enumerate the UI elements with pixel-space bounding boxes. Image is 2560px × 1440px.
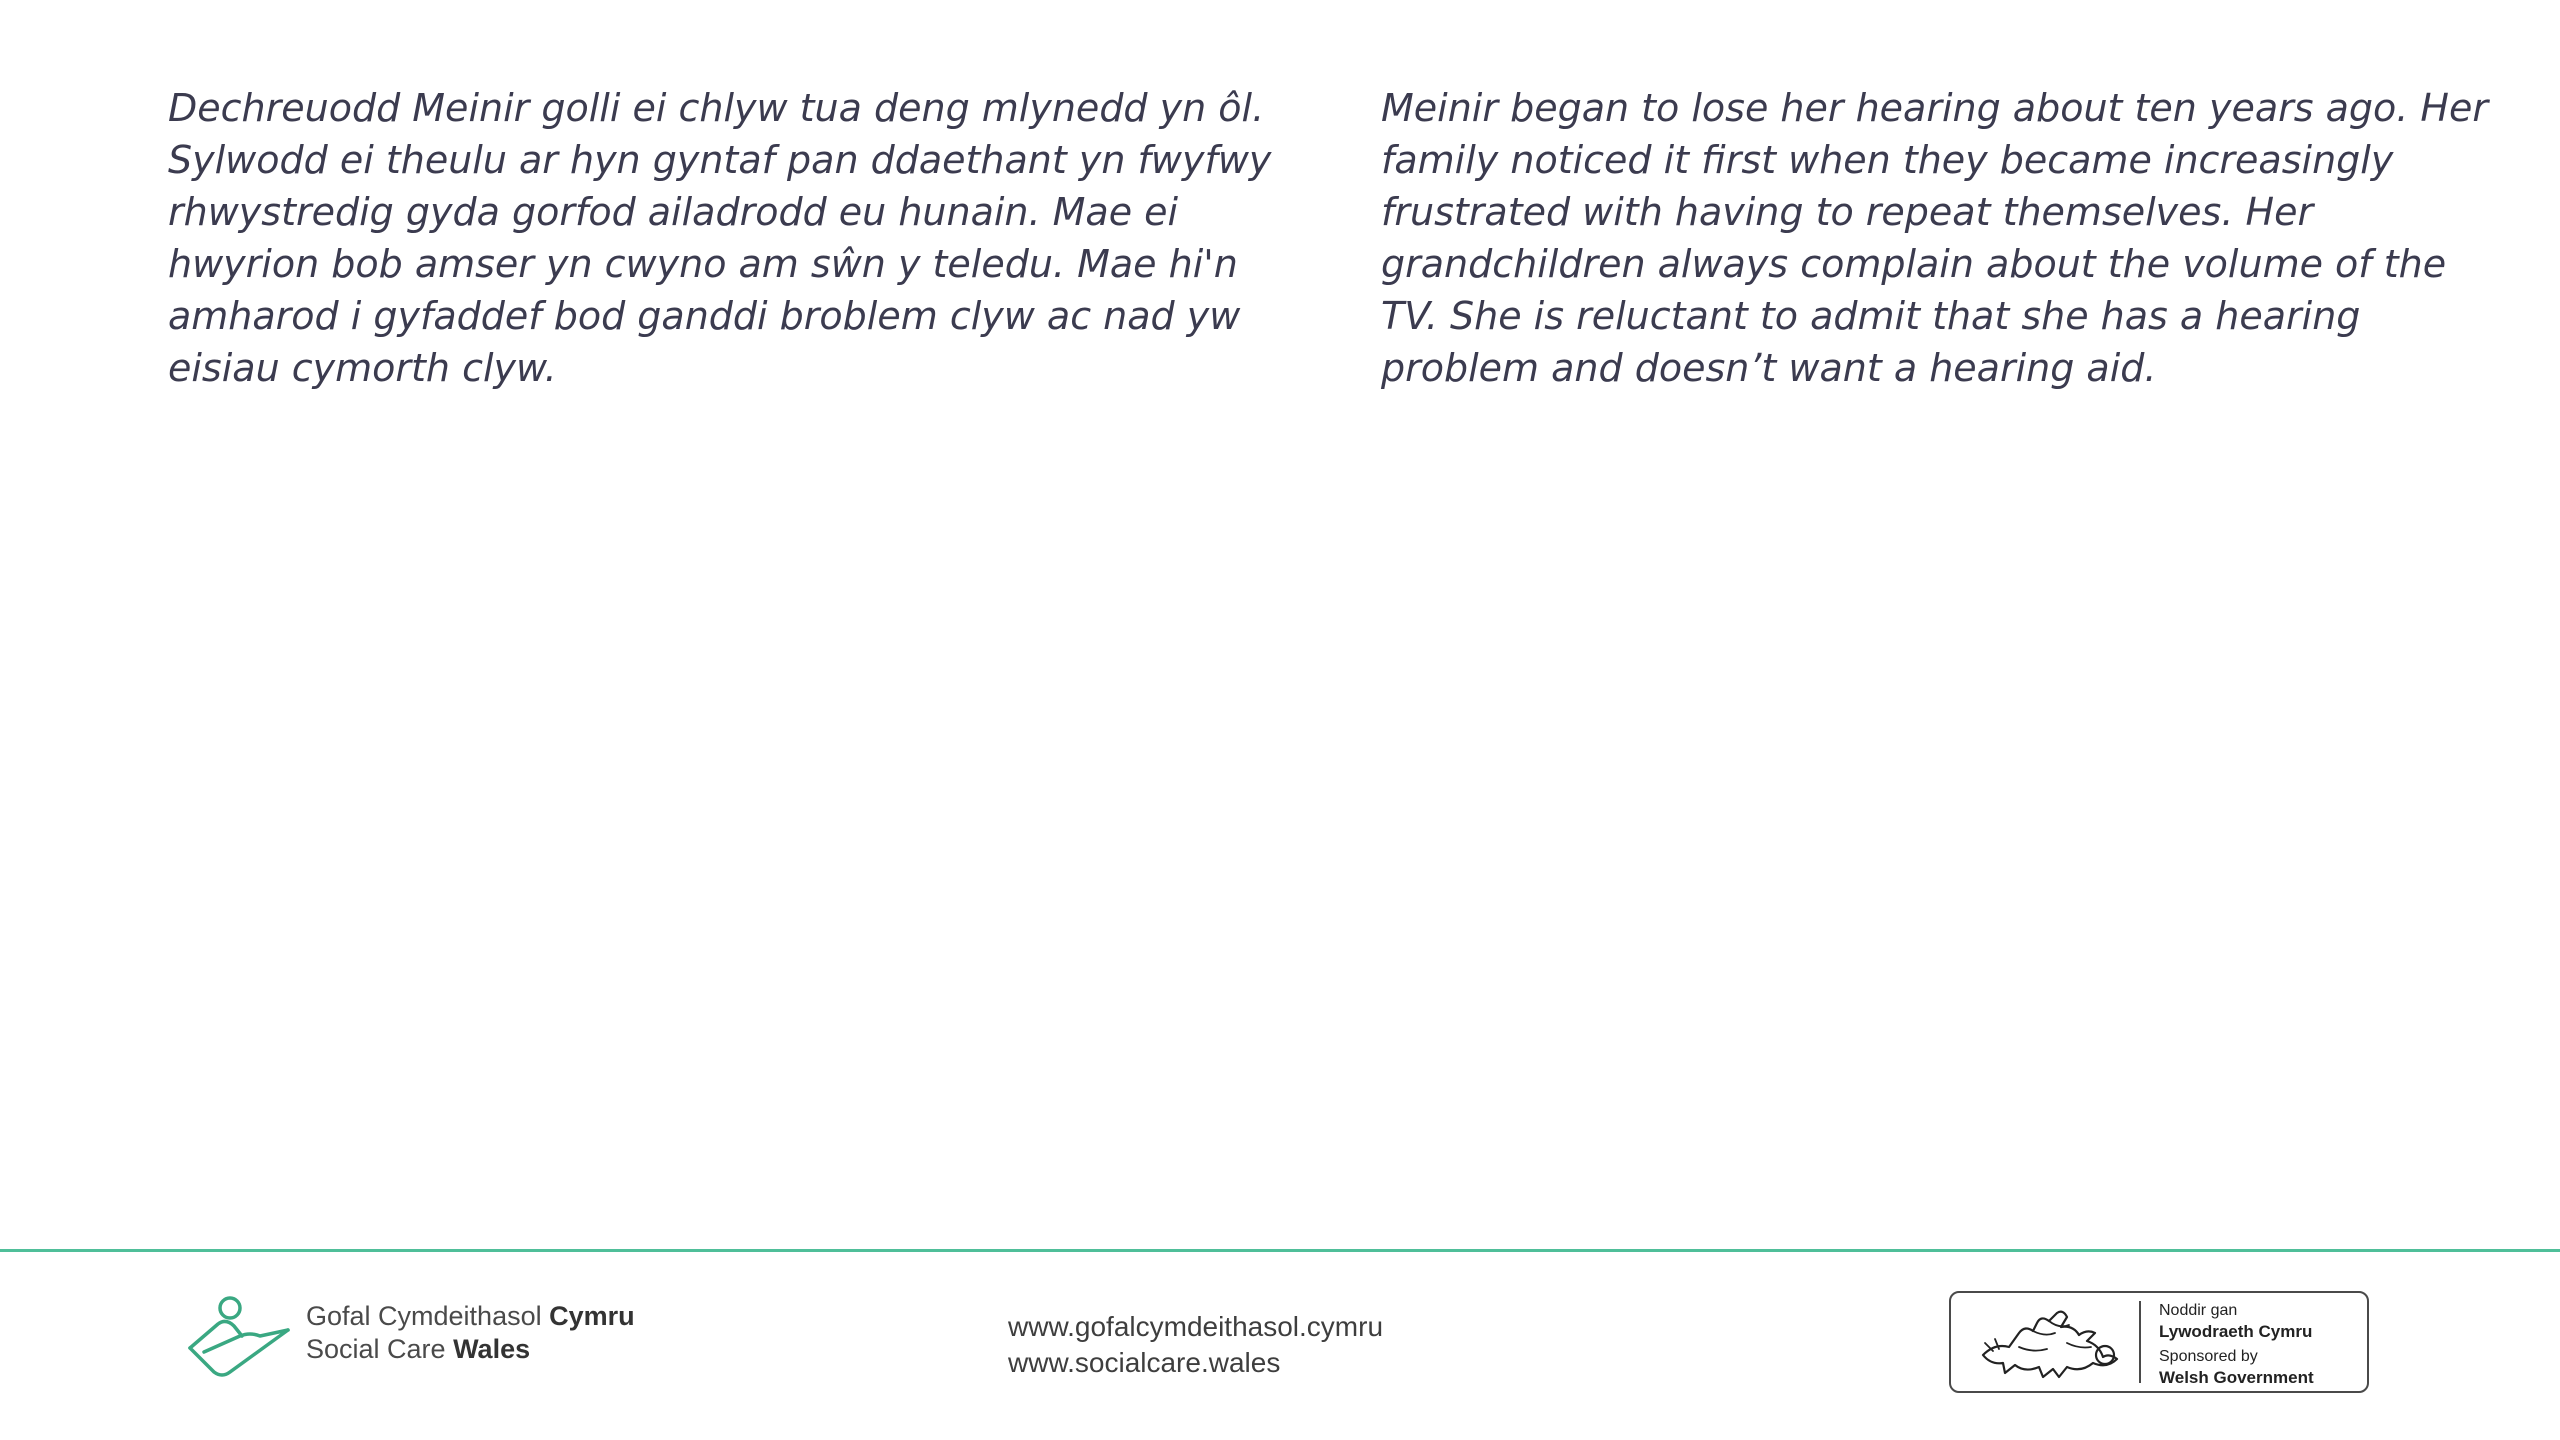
- footer-divider: [0, 1249, 2560, 1252]
- logo-line1-bold: Cymru: [549, 1301, 635, 1331]
- badge-text: [2159, 1301, 2314, 1389]
- sponsored-english-label: Sponsored by: [2159, 1348, 2258, 1365]
- welsh-dragon-icon: [1975, 1303, 2125, 1383]
- government-welsh-label: Lywodraeth Cymru: [2159, 1322, 2313, 1341]
- logo-line1-regular: Gofal Cymdeithasol: [306, 1301, 550, 1331]
- english-paragraph: Meinir began to lose her hearing about ten years ago. Her family noticed it first when they became increasingly frustrated with having to repeat themselves. Her grandchildren always complain about the volume of the TV. She is reluctant to admit that she has a hearing problem and doesn’t want a hearing aid.: [1381, 86, 2489, 390]
- sponsored-welsh-label: Noddir gan: [2159, 1302, 2238, 1319]
- logo-line2-regular: Social Care: [306, 1334, 454, 1364]
- social-care-wales-mark-icon: [184, 1296, 294, 1380]
- welsh-url-link[interactable]: www.gofalcymdeithasol.cymru: [1008, 1311, 1384, 1342]
- badge-divider: [2139, 1301, 2141, 1383]
- welsh-paragraph: Dechreuodd Meinir golli ei chlyw tua deng mlynedd yn ôl. Sylwodd ei theulu ar hyn gyntaf pan ddaethant yn fwyfwy rhwystredig gyda gorfod ailadrodd eu hunain. Mae ei hwyrion bob amser yn cwyno am sŵn y teledu. Mae hi'n amharod i gyfaddef bod ganddi broblem clyw ac nad yw eisiau cymorth clyw.: [168, 86, 1272, 390]
- welsh-government-badge: [1949, 1291, 2369, 1393]
- social-care-wales-logo: [184, 1296, 704, 1380]
- logo-line2-bold: Wales: [453, 1334, 531, 1364]
- government-english-label: Welsh Government: [2159, 1368, 2314, 1387]
- english-url-link[interactable]: www.socialcare.wales: [1008, 1347, 1281, 1378]
- logo-wordmark: [306, 1300, 635, 1366]
- footer-urls: [1008, 1309, 1383, 1381]
